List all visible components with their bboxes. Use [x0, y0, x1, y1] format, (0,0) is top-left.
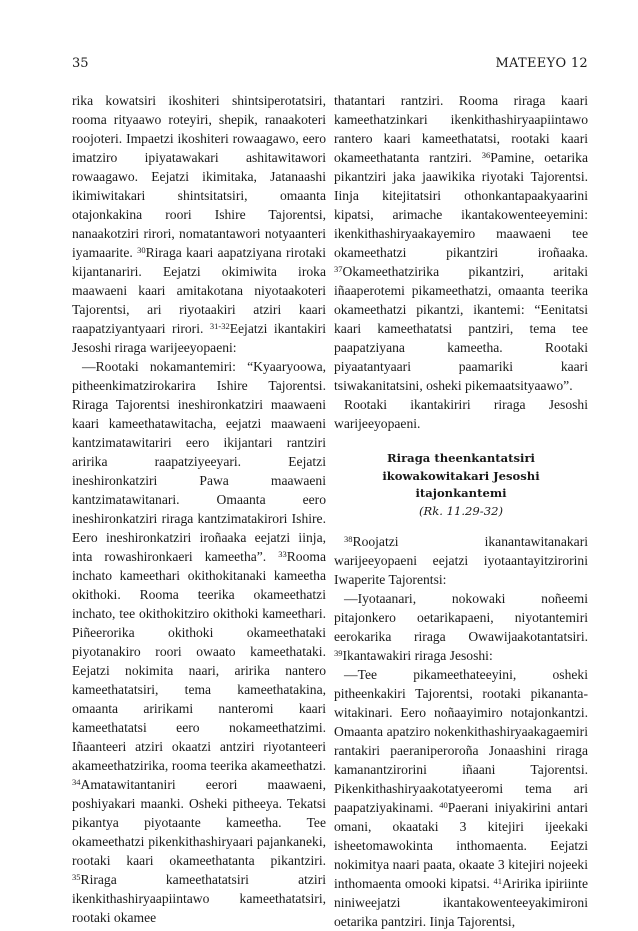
paragraph [334, 665, 588, 931]
paragraph [334, 395, 588, 433]
paragraph [334, 91, 588, 395]
verse-number: 41 [493, 876, 502, 886]
verse-number: 40 [439, 800, 448, 810]
paragraph-text: thatantari rantziri. Rooma riraga kaari kameethatzinkari ikenkithashiryaapiintawo rantero kaari kameethatatsi, rootaki kaari okameethatanta rantziri. [334, 93, 588, 165]
paragraph [72, 357, 326, 927]
left-column [72, 91, 326, 927]
page-number: 35 [72, 56, 89, 71]
paragraph [334, 532, 588, 589]
verse-number: 35 [72, 872, 81, 882]
paragraph-text: Ikantawakiri riraga Jesoshi: [342, 648, 493, 663]
paragraph-text: Rootaki ikantakiriri riraga Jesoshi warijeeyopaeni. [334, 397, 588, 431]
right-column [334, 91, 588, 931]
paragraph-text: Pamine, oetarika pikantziri jaka jaawikika riyotaki Tajorentsi. Iinja kitejitatsiri othonkantapaakyaarini kipatsi, arimache ikantakowenteeyemini: ikenkithashiryaakayemiro maawaeni tee okameethatzi pikantziri iroñaaka. [334, 150, 588, 260]
paragraph-text: Eejatzi ikantakiri Jesoshi riraga warijeeyopaeni: [72, 321, 326, 355]
paragraph [334, 589, 588, 665]
paragraph-text: —Iyotaanari, nokowaki noñeemi pitajonkero oetarikapaeni, niyotantemiri eerokarika riraga Owawijaakotantatsiri. [334, 591, 588, 644]
paragraph-text: Rooma inchato kameethari okithokitanaki kameetha okithoki. Rooma teerika okameethatzi inchato, tee okithokitziro okithoki kameethari. Piñeerorika okithoki okameethataki piyotanakiro roori owaato kameethataki. Eejatzi nokimita naari, aririka nantero kameethatatsiri, tema kameethatakina, omaanta aririkami nanteromi kaari kameethatatsi eero nokameethatzimi. Iñaanteeri atziri okaatzi antziri riyotanteeri akameethatzirika, rooma teerika akameethatzi. [72, 549, 326, 773]
verse-number: 39 [334, 648, 343, 658]
verse-number: 30 [137, 245, 146, 255]
paragraph-text: Riraga kaari aapatziyana rirotaki kijantanariri. Eejatzi okimiwita iroka maawaeni kaari amitakotana niyotaakoteri Tajorentsi, ari riyotaakiri atziri kaari raapatziyantyaari rirori. [72, 245, 326, 336]
paragraph-text: Aririka ipiriinte niniweejatzi ikantakowenteeyakimironi oetarika pantziri. Iinja Tajorentsi, [334, 876, 588, 929]
paragraph-text: Okameethatzirika pikantziri, aritaki iñaaperotemi pikameethatzi, omaanta teerika okameethatzi pikantzi, ikantemi: “Eenitatsi kaari kameethatatsi pantziri, tema tee paapatziyana kameetha. Rootaki piyaatantyaari paamariki kaari tsiwakanitatsini, osheki pikemaatsityaawo”. [334, 264, 588, 393]
verse-number: 33 [278, 549, 287, 559]
paragraph-text: rika kowatsiri ikoshiteri shintsiperotatsiri, rooma rityaawo roteyiri, shepik, ranaakoteri roojoteri. Impaetzi ikoshiteri rowaagawo, eero imatziro ipiyatawakari ashitawitawori rowaagawo. Eejatzi ikimitaka, Jatanaashi ikimiwitakari shintsitatsiri, omaanta otajonkakina roori Ishire Tajorentsi, nanaakotziri rirori, nomatantawori notyaanteri iyamaarite. [72, 93, 326, 260]
paragraph-text: Riraga kameethatatsiri atziri ikenkithashiryaapiintawo kameethatatsiri, rootaki okamee [72, 872, 326, 925]
section-heading [334, 450, 588, 520]
verse-number: 38 [344, 534, 353, 544]
section-heading-line: Riraga theenkantatsiri [387, 451, 535, 465]
paragraph-text: Roojatzi ikanantawitanakari warijeeyopaeni eejatzi iyotaantayitzirorini Iwaperite Tajorentsi: [334, 534, 588, 587]
verse-number: 37 [334, 264, 343, 274]
section-heading-line: ikowakowitakari Jesoshi [382, 468, 540, 483]
cross-reference: (Rk. 11.29-32) [418, 503, 504, 518]
verse-number: 34 [72, 777, 81, 787]
verse-number: 36 [481, 150, 491, 160]
paragraph-text: Paerani iniyakirini antari omani, okaataki 3 kitejiri ijeekaki isheetomawokinta inthomaenta. Eejatzi nokimitya naari paata, okaate 3 kitejiri nojeeki inthomaenta omooki kipatsi. [334, 800, 588, 891]
running-head: MATEEYO 12 [495, 56, 588, 71]
paragraph [72, 91, 326, 357]
paragraph-text: —Tee pikameethateeyini, osheki pitheenkakiri Tajorentsi, rootaki pikanantawitakinari. Eero noñaayimiro notajonkantzi. Omaanta apatziro nokenkithashiryaakagaemiri rantakiri paeraniperoroña Jonaashini riraga kamanantzirorini iñaani Tajorentsi. Pikenkithashiryaakotatyeeromi tema ari paapatziyakinami. [334, 667, 588, 815]
section-heading-line: itajonkantemi [415, 486, 507, 500]
verse-number: 31-32 [209, 321, 230, 331]
paragraph-text: —Rootaki nokamantemiri: “Kyaaryoowa, pitheenkimatzirokarira Ishire Tajorentsi. Riraga Tajorentsi ineshironkatziri maawaeni kaari kameethatawitacha, eejatzi maawaeni kantzimatawitariri eero ikijantari rantziri aririka raapatziyeeyari. Eejatzi ineshironkatziri Pawa maawaeni kantzimatawitanari. Omaanta eero ineshironkatziri riraga kantzimatakirori Ishire. Eero ineshironkatziri iroñaaka eejatzi iinja, inta rowashironkaeri kameetha”. [72, 359, 326, 564]
paragraph-text: Amatawitantaniri eerori maawaeni, poshiyakari maanki. Osheki pitheeya. Tekatsi pikantya piyotaante kameetha. Tee okameethatzi pikenkithashiryaari pajankaneki, rootaki kaari okameethatanta pikantziri. [72, 777, 326, 868]
